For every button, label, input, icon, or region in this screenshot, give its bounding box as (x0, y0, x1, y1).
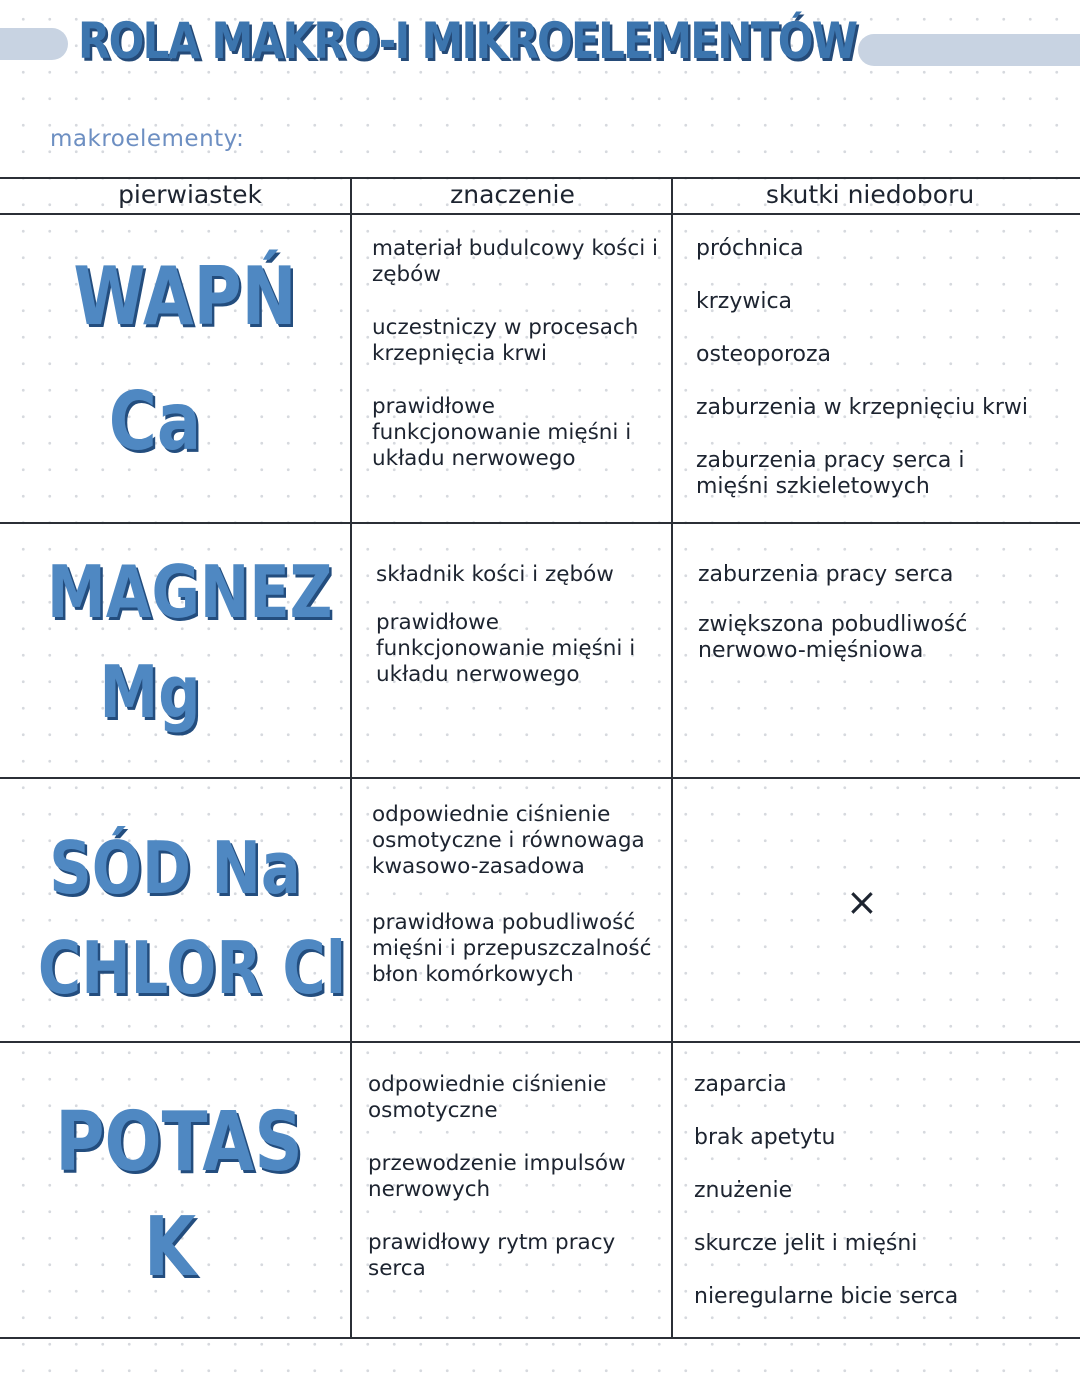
element-name: CHLOR Cl (37, 926, 346, 1010)
function-item: prawidłowe funkcjonowanie mięśni i układu nerwowego (376, 610, 636, 687)
deficiency-item: zaparcia (694, 1072, 787, 1097)
column-header-deficiency: skutki niedoboru (765, 180, 975, 209)
no-deficiency-mark: × (846, 880, 878, 924)
element-symbol: K (143, 1200, 197, 1295)
element-name: SÓD Na (49, 826, 301, 910)
column-header-element: pierwiastek (118, 180, 262, 209)
deficiency-item: zaburzenia pracy serca i mięśni szkieletowych (696, 448, 965, 499)
element-symbol: Mg (99, 650, 201, 734)
decorative-bar-right (858, 34, 1080, 66)
deficiency-item: nieregularne bicie serca (694, 1284, 959, 1309)
column-header-meaning: znaczenie (450, 180, 575, 209)
deficiency-item: skurcze jelit i mięśni (694, 1231, 918, 1256)
deficiency-item: zwiększona pobudliwość nerwowo-mięśniowa (698, 612, 968, 663)
deficiency-item: zaburzenia w krzepnięciu krwi (696, 395, 1029, 420)
element-deficiency (694, 1072, 1054, 1337)
column-divider (671, 177, 673, 1339)
column-divider (350, 177, 352, 1339)
element-deficiency (696, 236, 1071, 527)
deficiency-item: znużenie (694, 1178, 793, 1203)
decorative-bar-left (0, 28, 68, 60)
element-functions (372, 236, 662, 499)
function-item: prawidłowe funkcjonowanie mięśni i układu nerwowego (372, 394, 632, 471)
function-item: prawidłowa pobudliwość mięśni i przepuszczalność błon komórkowych (372, 910, 652, 987)
page-title: ROLA MAKRO-I MIKROELEMENTÓW (78, 12, 857, 70)
function-item: składnik kości i zębów (376, 562, 614, 587)
deficiency-item: osteoporoza (696, 342, 832, 367)
function-item: uczestniczy w procesach krzepnięcia krwi (372, 315, 639, 366)
element-functions (368, 1072, 663, 1309)
deficiency-item: zaburzenia pracy serca (698, 562, 954, 587)
function-item: prawidłowy rytm pracy serca (368, 1230, 616, 1281)
function-item: odpowiednie ciśnienie osmotyczne (368, 1072, 607, 1123)
row-divider (0, 1041, 1080, 1043)
function-item: odpowiednie ciśnienie osmotyczne i równowaga kwasowo-zasadowa (372, 802, 645, 879)
section-subtitle: makroelementy: (50, 126, 245, 152)
deficiency-item: próchnica (696, 236, 804, 261)
element-name: WAPŃ (73, 250, 297, 343)
deficiency-item: krzywica (696, 289, 793, 314)
function-item: materiał budulcowy kości i zębów (372, 236, 658, 287)
table-header-divider (0, 213, 1080, 215)
deficiency-item: brak apetytu (694, 1125, 836, 1150)
function-item: przewodzenie impulsów nerwowych (368, 1151, 626, 1202)
element-name: MAGNEZ (47, 550, 333, 634)
element-symbol: Ca (108, 375, 202, 468)
element-deficiency (698, 562, 1018, 691)
element-functions (372, 802, 670, 1015)
table-border-bottom (0, 1337, 1080, 1339)
element-name: POTAS (55, 1095, 303, 1190)
table-border-top (0, 177, 1080, 179)
row-divider (0, 777, 1080, 779)
element-functions (376, 562, 666, 715)
